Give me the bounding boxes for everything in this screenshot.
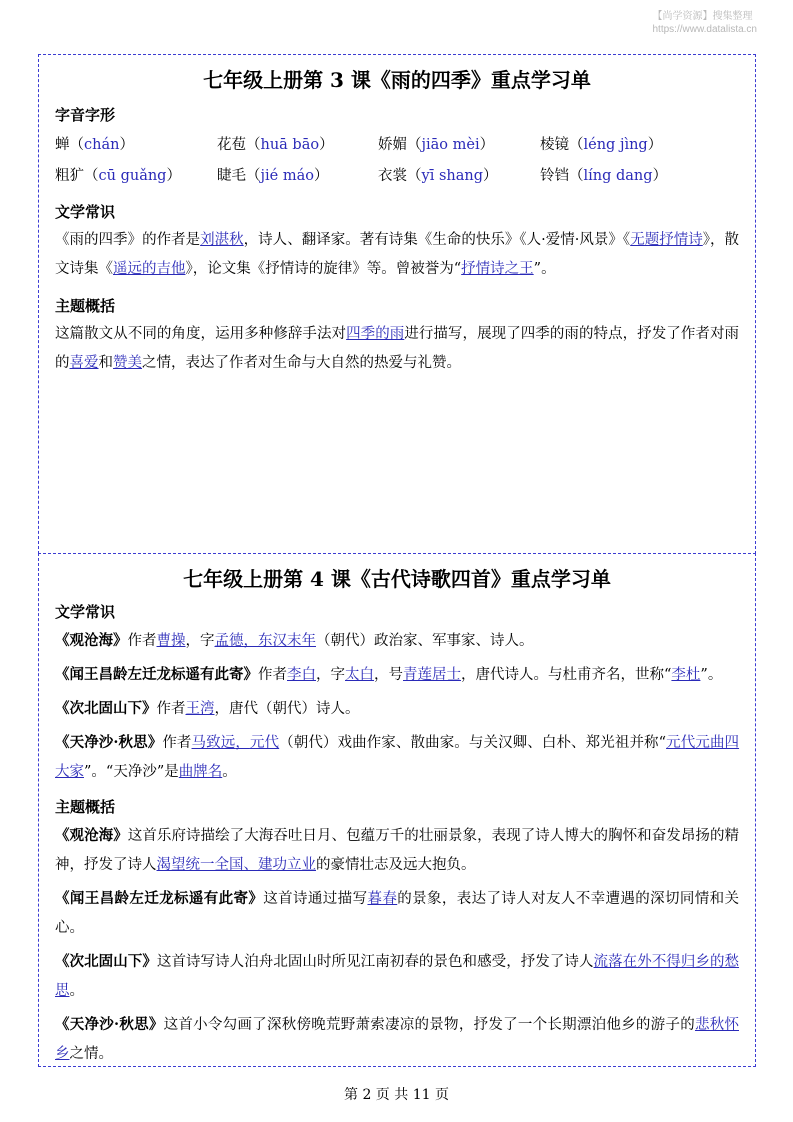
word-item: 花苞（huā bāo） <box>217 137 334 153</box>
word-item: 娇媚（jiāo mèi） <box>378 137 495 153</box>
fill-answer: 王湾 <box>185 701 215 717</box>
word-item: 棱镜（léng jìng） <box>540 137 663 153</box>
section-heading-theme: 主题概括 <box>55 297 116 315</box>
watermark <box>653 10 758 36</box>
fill-answer: 东汉末年 <box>258 633 316 649</box>
fill-answer: 无题抒情诗 <box>630 232 703 248</box>
lesson-3-title: 七年级上册第 3 课《雨的四季》重点学习单 <box>203 68 591 92</box>
theme-entry: 《观沧海》这首乐府诗描绘了大海吞吐日月、包蕴万千的壮丽景象，表现了诗人博大的胸怀和奋发昂扬的精神，抒发了诗人渴望统一全国、建功立业的豪情壮志及远大抱负。 <box>55 827 740 873</box>
fill-answer: 四季的雨 <box>346 326 405 342</box>
fill-answer: 流落在外不得归乡的愁思 <box>55 954 740 999</box>
fill-answer: 暮春 <box>367 891 398 907</box>
theme-entry: 《闻王昌龄左迁龙标遥有此寄》这首诗通过描写暮春的景象，表达了诗人对友人不幸遭遇的深切同情和关心。 <box>55 890 740 936</box>
section-heading-theme: 主题概括 <box>55 798 116 816</box>
lesson-4-title: 七年级上册第 4 课《古代诗歌四首》重点学习单 <box>183 567 611 591</box>
literature-entry: 《次北固山下》作者王湾，唐代（朝代）诗人。 <box>55 700 360 717</box>
fill-answer: 李杜 <box>671 667 701 683</box>
word-item: 衣裳（yī shang） <box>378 168 498 184</box>
fill-answer: 元代元曲四大家 <box>55 735 740 780</box>
section-heading-literature: 文学常识 <box>55 203 116 221</box>
fill-answer: 孟德 <box>214 633 244 649</box>
fill-answer: 刘湛秋 <box>200 232 244 248</box>
fill-answer: 青莲居士 <box>403 667 461 683</box>
fill-answer: 曹操 <box>156 633 186 649</box>
literature-paragraph: 《雨的四季》的作者是刘湛秋，诗人、翻译家。著有诗集《生命的快乐》《人·爱情·风景》《无题抒情诗》，散文诗集《遥远的吉他》，论文集《抒情诗的旋律》等。曾被誉为“抒情诗之王”。 <box>55 232 740 277</box>
section-heading-pronunciation: 字音字形 <box>55 106 116 124</box>
theme-paragraph: 这篇散文从不同的角度，运用多种修辞手法对四季的雨进行描写，展现了四季的雨的特点，抒发了作者对雨的喜爱和赞美之情，表达了作者对生命与大自然的热爱与礼赞。 <box>55 326 740 371</box>
fill-answer: 元代 <box>249 735 280 751</box>
page-number: 第 2 页 共 11 页 <box>344 1087 449 1103</box>
watermark-line-1: 【尚学资源】搜集整理 <box>652 11 753 22</box>
lesson-4-sheet <box>38 553 756 1067</box>
fill-answer: 喜爱 <box>69 355 99 371</box>
fill-answer: 李白 <box>287 667 316 683</box>
pronunciation-grid <box>55 131 755 190</box>
lesson-3-sheet <box>38 54 756 554</box>
fill-answer: 赞美 <box>113 355 142 371</box>
fill-answer: 太白 <box>345 667 374 683</box>
fill-answer: 马致远 <box>191 735 236 751</box>
fill-answer: 抒情诗之王 <box>461 261 534 277</box>
theme-entry: 《次北固山下》这首诗写诗人泊舟北固山时所见江南初春的景色和感受，抒发了诗人流落在外不得归乡的愁思。 <box>55 953 740 999</box>
word-item: 睫毛（jié máo） <box>217 168 329 184</box>
literature-entry: 《观沧海》作者曹操，字孟德，东汉末年（朝代）政治家、军事家、诗人。 <box>55 632 534 649</box>
theme-entry: 《天净沙·秋思》这首小令勾画了深秋傍晚荒野萧索凄凉的景物，抒发了一个长期漂泊他乡的游子的悲秋怀乡之情。 <box>55 1016 739 1062</box>
fill-answer: 渴望统一全国、建功立业 <box>156 857 316 873</box>
fill-answer: 遥远的吉他 <box>113 261 186 277</box>
word-item: 粗犷（cū guǎng） <box>55 168 181 184</box>
word-item: 蝉（chán） <box>55 137 134 153</box>
section-heading-literature: 文学常识 <box>55 603 116 621</box>
fill-answer: 悲秋怀乡 <box>55 1017 739 1062</box>
fill-answer: 曲牌名 <box>178 764 223 780</box>
literature-entry: 《闻王昌龄左迁龙标遥有此寄》作者李白，字太白，号青莲居士，唐代诗人。与杜甫齐名，世称“李杜”。 <box>55 666 723 683</box>
literature-entry: 《天净沙·秋思》作者马致远，元代（朝代）戏曲作家、散曲家。与关汉卿、白朴、郑光祖并称“元代元曲四大家”。“天净沙”是曲牌名。 <box>55 734 740 780</box>
watermark-line-2: https://www.datalista.cn <box>652 24 757 35</box>
word-item: 铃铛（líng dang） <box>540 168 668 184</box>
